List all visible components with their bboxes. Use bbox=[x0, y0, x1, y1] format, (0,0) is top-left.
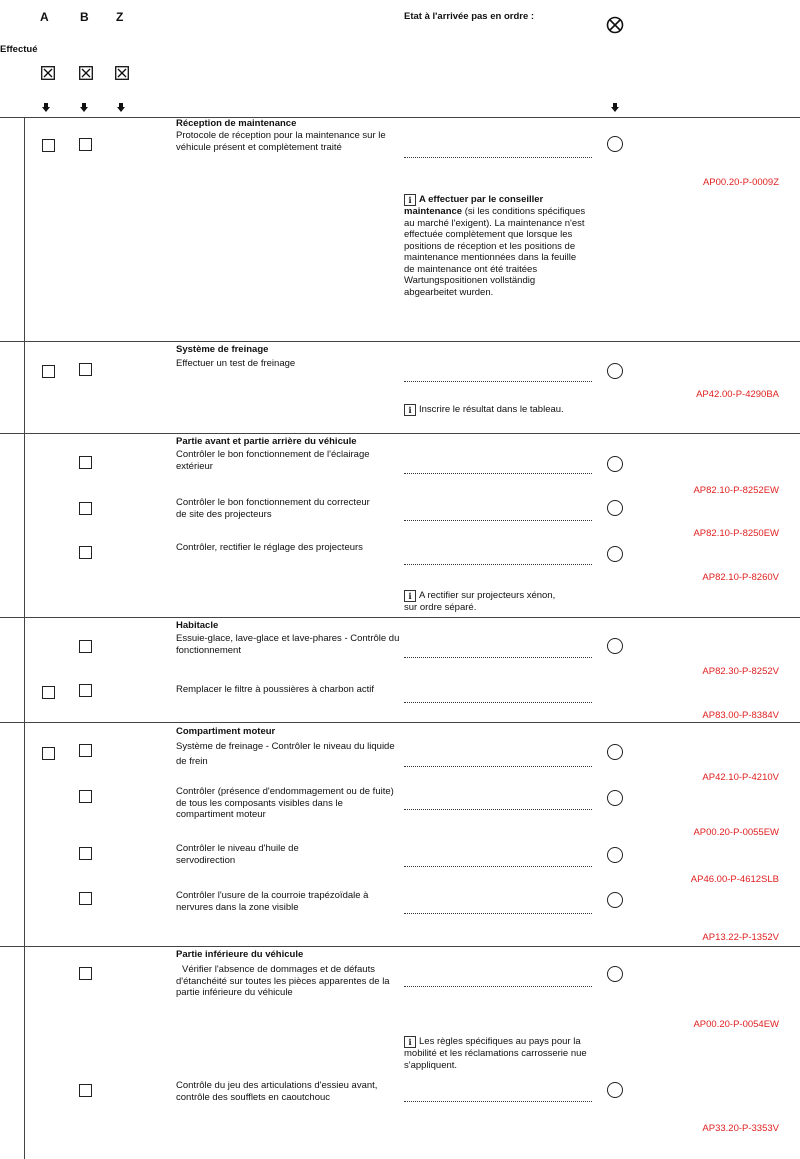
section-title: Habitacle bbox=[176, 620, 219, 631]
section-title: Réception de maintenance bbox=[176, 118, 297, 129]
result-line[interactable] bbox=[404, 564, 592, 565]
reference-link[interactable]: AP82.10-P-8260V bbox=[702, 572, 779, 583]
divider bbox=[0, 946, 800, 947]
checkbox-b[interactable] bbox=[79, 1084, 92, 1097]
checkbox-a[interactable] bbox=[42, 365, 55, 378]
divider bbox=[0, 433, 800, 434]
arrow-down-icon bbox=[611, 107, 619, 112]
reference-link[interactable]: AP00.20-P-0055EW bbox=[693, 827, 779, 838]
note-text: A rectifier sur projecteurs xénon, sur ordre séparé. bbox=[404, 590, 556, 613]
result-line[interactable] bbox=[404, 866, 592, 867]
reference-link[interactable]: AP33.20-P-3353V bbox=[702, 1123, 779, 1134]
not-ok-radio[interactable] bbox=[607, 136, 623, 152]
reference-link[interactable]: AP42.10-P-4210V bbox=[702, 772, 779, 783]
task-text: Contrôler le niveau d'huile de servodirection bbox=[176, 843, 299, 866]
circle-cross-icon bbox=[606, 16, 624, 34]
section-title: Partie avant et partie arrière du véhicule bbox=[176, 436, 357, 447]
note-text: Inscrire le résultat dans le tableau. bbox=[419, 404, 564, 415]
not-ok-radio[interactable] bbox=[607, 500, 623, 516]
reference-link[interactable]: AP46.00-P-4612SLB bbox=[690, 874, 779, 885]
section-title: Partie inférieure du véhicule bbox=[176, 949, 304, 960]
not-ok-radio[interactable] bbox=[607, 744, 623, 760]
result-line[interactable] bbox=[404, 702, 592, 703]
checked-box-a[interactable] bbox=[41, 66, 55, 80]
reference-link[interactable]: AP82.10-P-8250EW bbox=[693, 528, 779, 539]
task-text: Système de freinage - Contrôler le niveau du liquide de frein bbox=[176, 741, 395, 767]
note-bold: A effectuer par le conseiller maintenance bbox=[404, 194, 544, 217]
result-line[interactable] bbox=[404, 657, 592, 658]
checkbox-b[interactable] bbox=[79, 744, 92, 757]
not-ok-radio[interactable] bbox=[607, 847, 623, 863]
checkbox-b[interactable] bbox=[79, 546, 92, 559]
task-text: Contrôler, rectifier le réglage des projecteurs bbox=[176, 542, 363, 553]
reference-link[interactable]: AP00.20-P-0009Z bbox=[702, 177, 779, 188]
checkbox-b[interactable] bbox=[79, 363, 92, 376]
section-title: Système de freinage bbox=[176, 344, 269, 355]
info-note bbox=[404, 194, 589, 298]
task-text: Contrôler le bon fonctionnement du correcteur de site des projecteurs bbox=[176, 497, 370, 520]
result-line[interactable] bbox=[404, 157, 592, 158]
not-ok-radio[interactable] bbox=[607, 790, 623, 806]
checked-box-b[interactable] bbox=[79, 66, 93, 80]
not-ok-radio[interactable] bbox=[607, 966, 623, 982]
info-note bbox=[404, 590, 564, 614]
checkbox-a[interactable] bbox=[42, 139, 55, 152]
info-icon: i bbox=[404, 194, 416, 206]
task-text: Effectuer un test de freinage bbox=[176, 358, 296, 369]
task-text: Contrôle du jeu des articulations d'essieu avant, contrôle des soufflets en caoutchouc bbox=[176, 1080, 378, 1103]
section-title: Compartiment moteur bbox=[176, 726, 276, 737]
task-text: Remplacer le filtre à poussières à charbon actif bbox=[176, 684, 375, 695]
result-line[interactable] bbox=[404, 381, 592, 382]
info-note bbox=[404, 404, 564, 416]
task-text: Contrôler (présence d'endommagement ou de fuite) de tous les composants visibles dans le compartiment moteur bbox=[176, 786, 394, 820]
info-icon: i bbox=[404, 590, 416, 602]
reference-link[interactable]: AP13.22-P-1352V bbox=[702, 932, 779, 943]
arrow-down-icon bbox=[117, 107, 125, 112]
checkbox-b[interactable] bbox=[79, 640, 92, 653]
result-line[interactable] bbox=[404, 1101, 592, 1102]
checked-box-z[interactable] bbox=[115, 66, 129, 80]
info-icon: i bbox=[404, 404, 416, 416]
not-ok-radio[interactable] bbox=[607, 638, 623, 654]
column-b-header: B bbox=[80, 10, 89, 24]
checkbox-b[interactable] bbox=[79, 967, 92, 980]
task-text: Contrôler l'usure de la courroie trapézoïdale à nervures dans la zone visible bbox=[176, 890, 369, 913]
checkbox-b[interactable] bbox=[79, 892, 92, 905]
state-label: Etat à l'arrivée pas en ordre : bbox=[404, 11, 535, 22]
column-z-header: Z bbox=[116, 10, 124, 24]
column-a-header: A bbox=[40, 10, 49, 24]
checkbox-a[interactable] bbox=[42, 747, 55, 760]
checkbox-b[interactable] bbox=[79, 456, 92, 469]
note-text: (si les conditions spécifiques au marché l'exigent). La maintenance n'est effectuée complètement que lorsque les positions de réception et les positions de maintenance mentionnées dans la feuille de maintenance ont été traitées Wartungspositionen vollständig abgearbeitet wurden. bbox=[404, 206, 586, 298]
result-line[interactable] bbox=[404, 473, 592, 474]
arrow-down-icon bbox=[80, 107, 88, 112]
reference-link[interactable]: AP82.30-P-8252V bbox=[702, 666, 779, 677]
effectue-label: Effectué bbox=[0, 44, 38, 55]
not-ok-radio[interactable] bbox=[607, 363, 623, 379]
result-line[interactable] bbox=[404, 913, 592, 914]
not-ok-radio[interactable] bbox=[607, 546, 623, 562]
info-note bbox=[404, 1036, 594, 1071]
reference-link[interactable]: AP42.00-P-4290BA bbox=[696, 389, 779, 400]
not-ok-radio[interactable] bbox=[607, 456, 623, 472]
checkbox-b[interactable] bbox=[79, 684, 92, 697]
reference-link[interactable]: AP82.10-P-8252EW bbox=[693, 485, 779, 496]
divider bbox=[0, 341, 800, 342]
result-line[interactable] bbox=[404, 986, 592, 987]
checkbox-b[interactable] bbox=[79, 847, 92, 860]
task-text: Vérifier l'absence de dommages et de défauts d'étanchéité sur toutes les pièces apparentes de la partie inférieure du véhicule bbox=[176, 964, 390, 998]
reference-link[interactable]: AP83.00-P-8384V bbox=[702, 710, 779, 721]
checkbox-a[interactable] bbox=[42, 686, 55, 699]
note-text: Les règles spécifiques au pays pour la mobilité et les réclamations carrosserie nue s'appliquent. bbox=[404, 1036, 587, 1071]
checkbox-b[interactable] bbox=[79, 502, 92, 515]
divider bbox=[0, 722, 800, 723]
result-line[interactable] bbox=[404, 809, 592, 810]
checkbox-b[interactable] bbox=[79, 790, 92, 803]
checkbox-b[interactable] bbox=[79, 138, 92, 151]
info-icon: i bbox=[404, 1036, 416, 1048]
divider bbox=[0, 617, 800, 618]
left-rule bbox=[24, 118, 25, 1159]
reference-link[interactable]: AP00.20-P-0054EW bbox=[693, 1019, 779, 1030]
arrow-down-icon bbox=[42, 107, 50, 112]
result-line[interactable] bbox=[404, 766, 592, 767]
not-ok-radio[interactable] bbox=[607, 892, 623, 908]
not-ok-radio[interactable] bbox=[607, 1082, 623, 1098]
task-text: Contrôler le bon fonctionnement de l'éclairage extérieur bbox=[176, 449, 370, 472]
task-text: Essuie-glace, lave-glace et lave-phares - Contrôle du fonctionnement bbox=[176, 633, 400, 656]
result-line[interactable] bbox=[404, 520, 592, 521]
task-text: Protocole de réception pour la maintenance sur le véhicule présent et complètement traité bbox=[176, 130, 386, 153]
